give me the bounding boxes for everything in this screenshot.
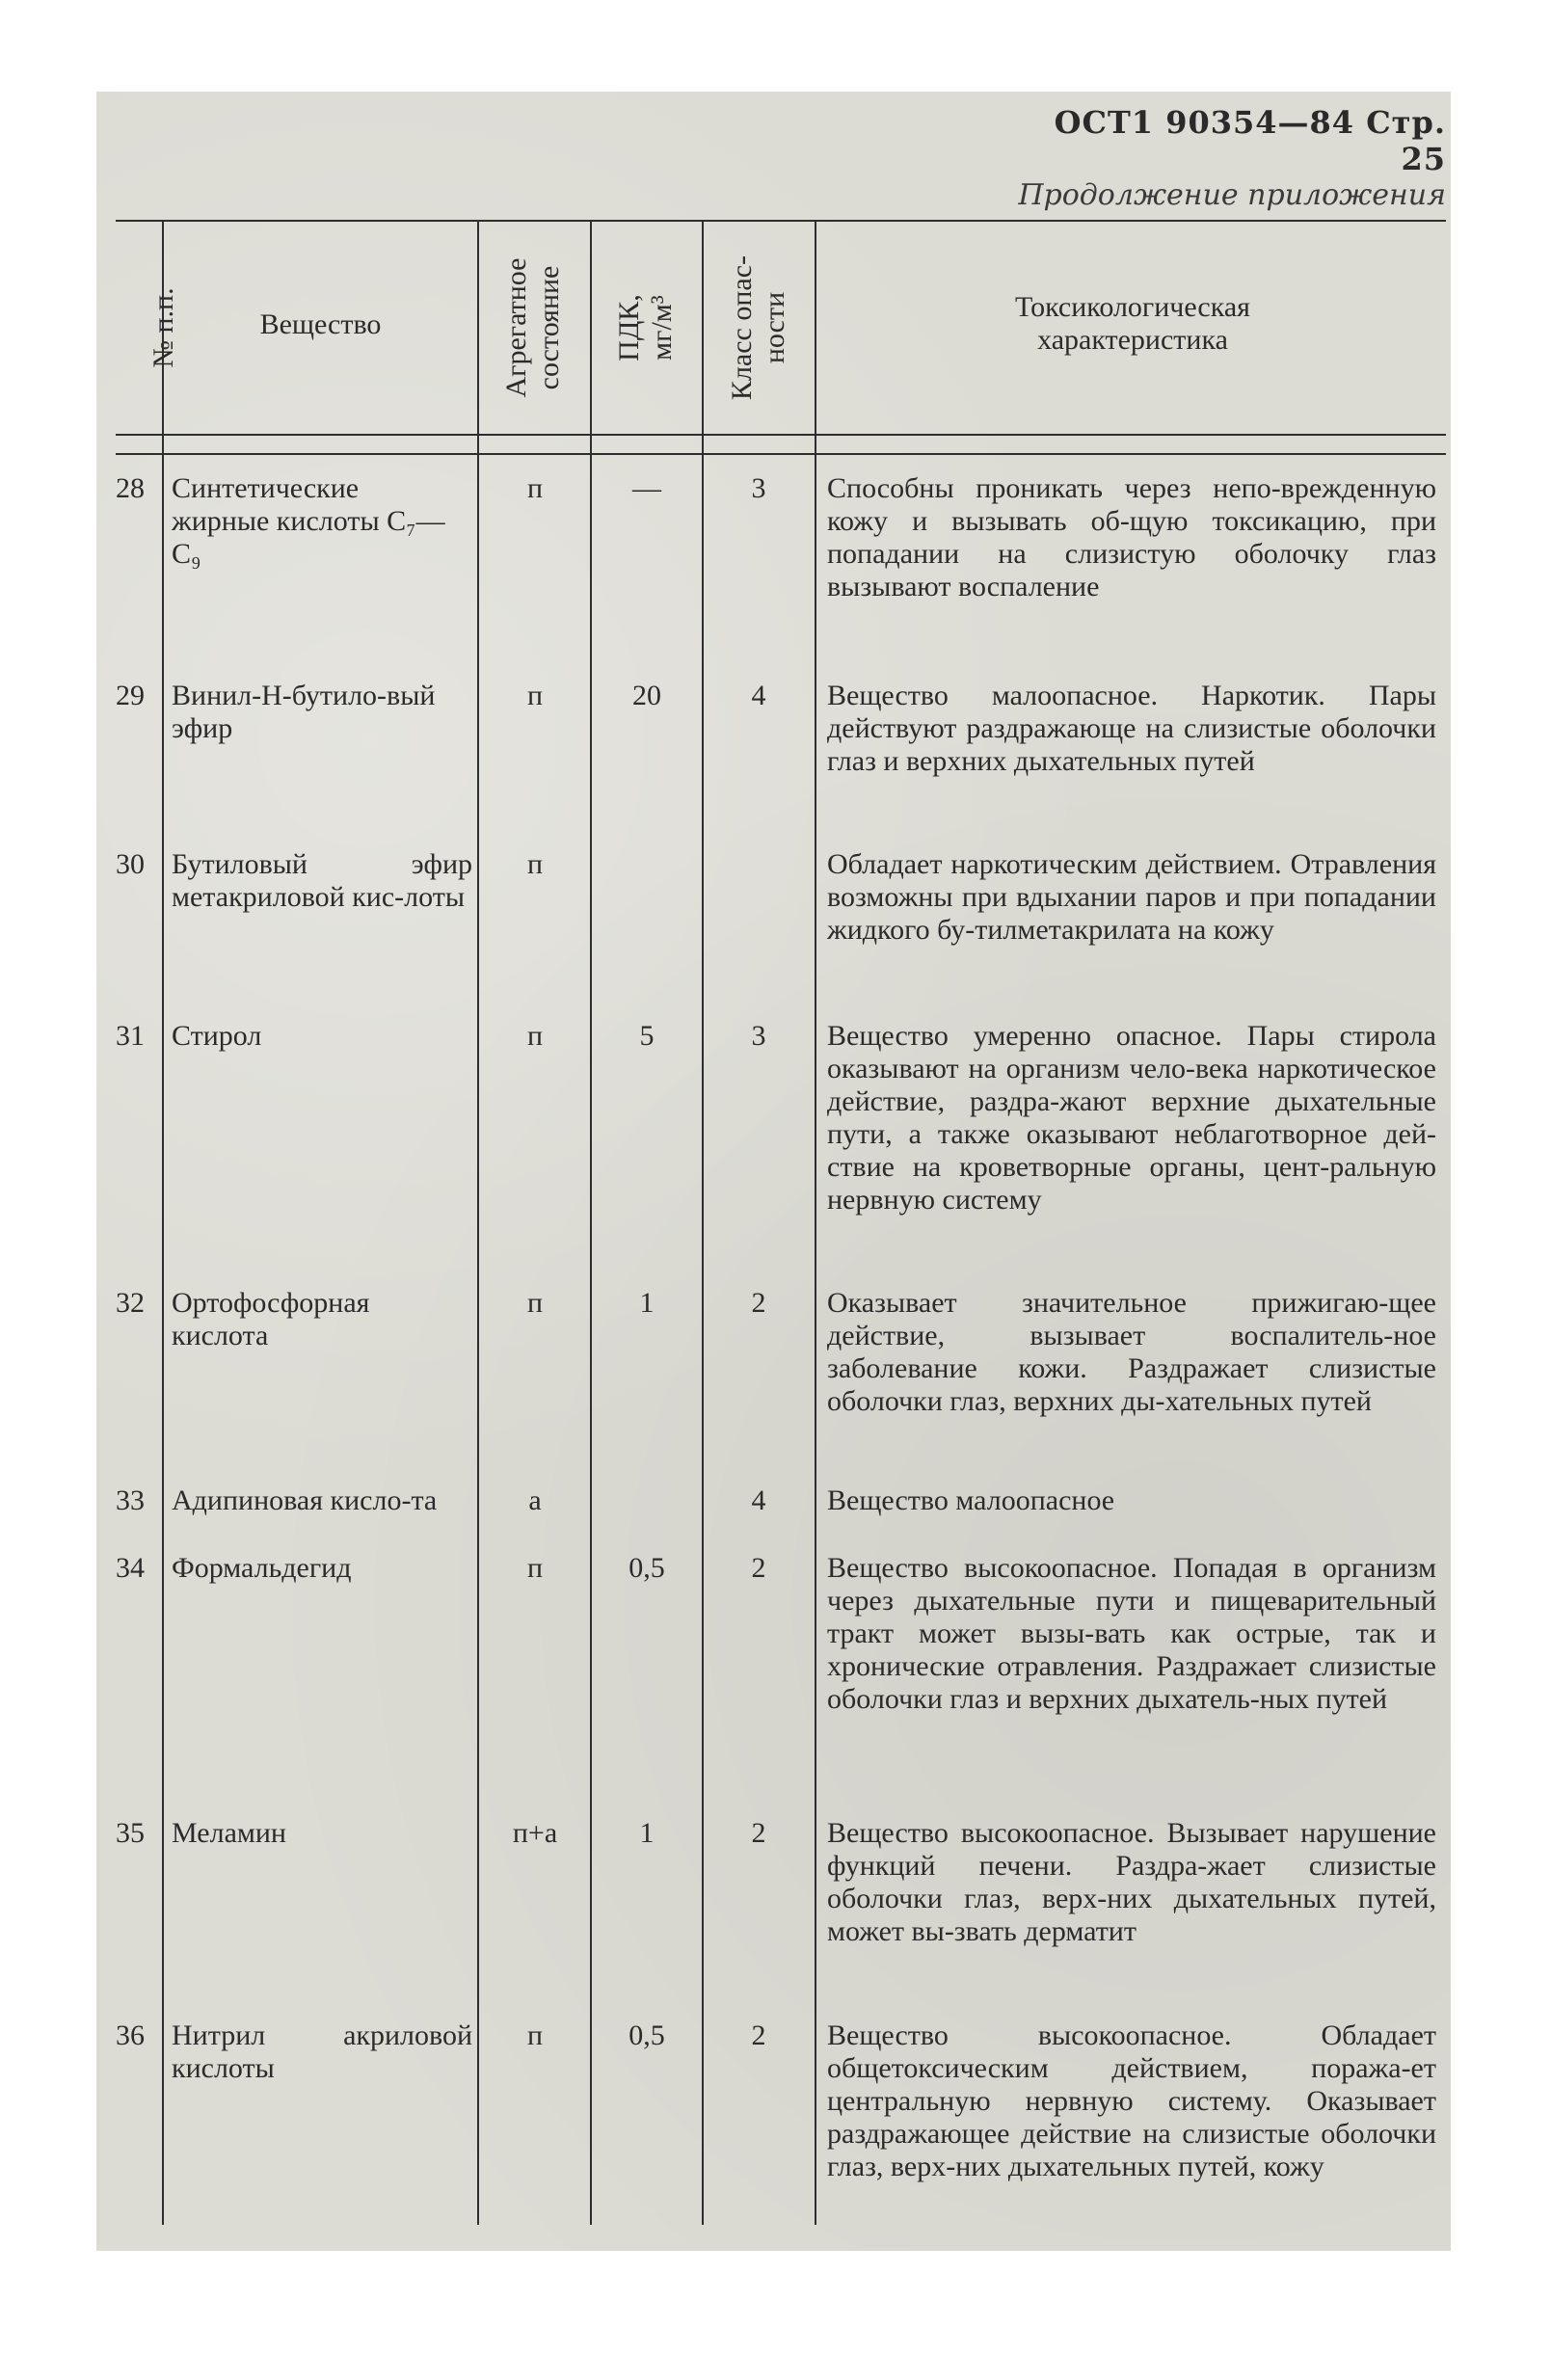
row-substance: Синтетические жирные кислоты С₇—С₉ [172,472,445,570]
row-state: п+а [512,1817,558,1849]
row-number: 33 [116,1484,145,1516]
row-hazard: 2 [751,1287,766,1319]
row-pdk: 5 [639,1020,655,1052]
row-number: 31 [116,1020,145,1052]
row-substance: Формальдегид [172,1552,352,1584]
row-number: 36 [116,2019,145,2051]
row-hazard: 3 [751,472,766,504]
column-divider-3 [590,220,592,2225]
row-state: п [526,680,544,711]
column-divider-1 [162,220,164,2225]
row-number: 29 [116,680,145,711]
row-number: 28 [116,472,145,504]
row-hazard: 2 [751,2019,766,2051]
row-state: п [526,472,544,504]
row-number: 34 [116,1552,145,1584]
row-state: п [526,1020,544,1052]
row-characteristic: Вещество малоопасное [827,1484,1115,1516]
row-state: п [526,2019,544,2051]
row-substance: Адипиновая кисло-та [172,1484,438,1516]
row-hazard: 3 [751,1020,766,1052]
row-pdk: — [632,472,661,504]
row-number: 32 [116,1287,145,1319]
row-substance: Стирол [172,1020,262,1052]
row-characteristic: Оказывает значительное прижигаю-щее действие, вызывает воспалитель-ное заболевание кожи. Раздражает слизистые оболочки глаз, верхних ды-хательных путей [827,1287,1436,1417]
row-hazard: 4 [751,680,766,711]
row-pdk: 1 [639,1817,655,1849]
row-characteristic: Вещество высокоопасное. Попадая в организм через дыхательные пути и пищеварительный тракт может вызы-вать как острые, так и хронические отравления. Раздражает слизистые оболочки глаз и верхних дыхатель-ных путей [827,1552,1436,1715]
row-pdk: 0,5 [628,2019,665,2051]
header-hazard: Класс опас- ности [726,254,790,401]
row-characteristic: Способны проникать через непо-врежденную кожу и вызывать об-щую токсикацию, при попадании на слизистую оболочку глаз вызывают воспаление [827,472,1436,602]
row-substance: Винил-Н-бутило-вый эфир [172,680,436,744]
row-characteristic: Вещество высокоопасное. Вызывает нарушение функций печени. Раздра-жает слизистые оболочки глаз, верх-них дыхательных путей, может вы-звать дерматит [827,1817,1436,1947]
row-substance: Нитрил акриловой кислоты [172,2019,472,2084]
header-number: № п.п. [147,287,179,368]
row-pdk: 0,5 [628,1552,665,1584]
row-state: п [526,1552,544,1584]
row-characteristic: Вещество умеренно опасное. Пары стирола оказывают на организм чело-века наркотическое действие, раздра-жают верхние дыхательные пути, а также оказывают неблаготворное дей-ствие на кроветворные органы, цент-ральную нервную систему [827,1020,1436,1216]
row-number: 35 [116,1817,145,1849]
row-substance: Ортофосфорная кислота [172,1287,370,1351]
row-hazard: 4 [751,1484,766,1516]
header-pdk: ПДК, мг/м³ [613,294,678,361]
continuation-label: Продолжение приложения [1018,178,1446,212]
row-characteristic: Вещество малоопасное. Наркотик. Пары действуют раздражающе на слизистые оболочки глаз и верхних дыхательных путей [827,680,1436,777]
table-header-inner-rule [116,453,1446,455]
row-state: п [526,1287,544,1319]
standard-header: ОСТ1 90354—84 Стр. 25 [1054,104,1446,177]
row-substance: Меламин [172,1817,286,1849]
row-characteristic: Обладает наркотическим действием. Отравления возможны при вдыхании паров и при попадании жидкого бу-тилметакрилата на кожу [827,848,1436,946]
row-pdk: 1 [639,1287,655,1319]
row-substance: Бутиловый эфир метакриловой кис-лоты [172,848,472,913]
header-substance: Вещество [259,308,382,340]
column-divider-5 [815,220,816,2225]
row-state: а [528,1484,542,1516]
table-header-bottom-rule [116,434,1446,436]
row-pdk: 20 [632,680,661,711]
row-hazard: 2 [751,1817,766,1849]
row-characteristic: Вещество высокоопасное. Обладает общетоксическим действием, поража-ет центральную нервную систему. Оказывает раздражающее действие на слизистые оболочки глаз, верх-них дыхательных путей, кожу [827,2019,1436,2182]
row-hazard: 2 [751,1552,766,1584]
row-number: 30 [116,848,145,880]
table-top-rule [116,220,1446,222]
header-characteristic: Токсикологическая характеристика [1015,291,1250,356]
header-state: Агрегатное состояние [500,257,565,398]
column-divider-4 [702,220,704,2225]
row-state: п [526,848,544,880]
column-divider-2 [477,220,479,2225]
